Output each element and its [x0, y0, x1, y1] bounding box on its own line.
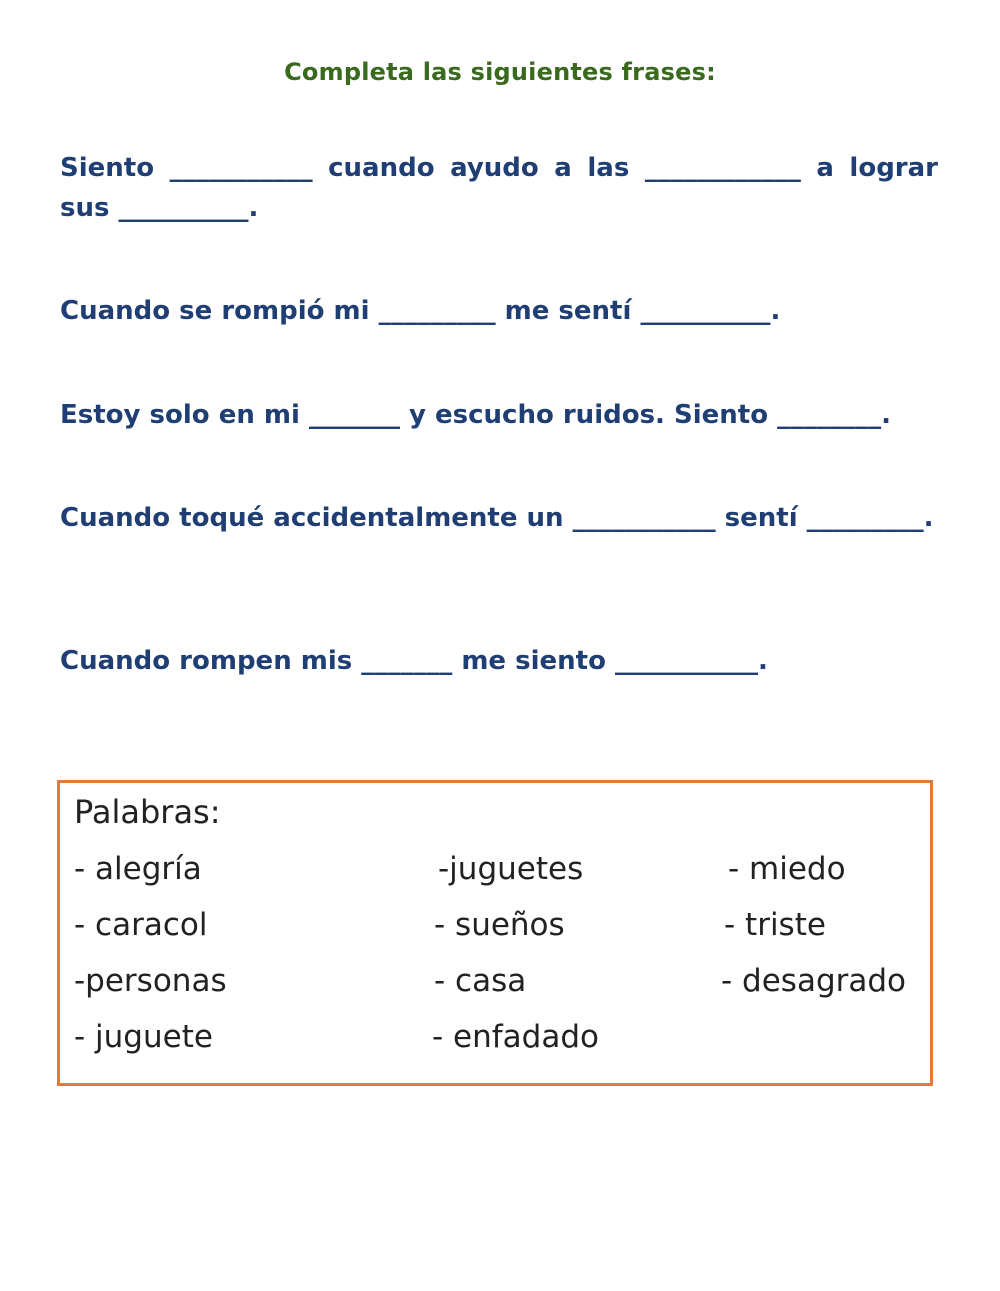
word-item: - enfadado: [432, 1019, 599, 1055]
sentence-5: Cuando rompen mis _______ me siento ___________.: [60, 646, 768, 676]
worksheet-title: Completa las siguientes frases:: [284, 58, 716, 86]
word-item: - casa: [434, 963, 527, 999]
word-bank-box: [57, 780, 933, 1086]
word-item: -juguetes: [438, 851, 584, 887]
word-item: - sueños: [434, 907, 565, 943]
sentence-2: Cuando se rompió mi _________ me sentí __________.: [60, 296, 781, 326]
sentence-3: Estoy solo en mi _______ y escucho ruidos. Siento ________.: [60, 400, 891, 430]
word-item: - miedo: [728, 851, 846, 887]
word-item: - alegría: [74, 851, 202, 887]
word-item: -personas: [74, 963, 227, 999]
word-item: - triste: [724, 907, 826, 943]
word-bank-title: Palabras:: [74, 793, 221, 831]
sentence-4: Cuando toqué accidentalmente un ___________ sentí _________.: [60, 503, 934, 533]
word-item: - juguete: [74, 1019, 213, 1055]
word-item: - caracol: [74, 907, 208, 943]
sentence-1: Siento ___________ cuando ayudo a las ____________ a lograr sus __________.: [60, 153, 938, 223]
word-item: - desagrado: [721, 963, 907, 999]
